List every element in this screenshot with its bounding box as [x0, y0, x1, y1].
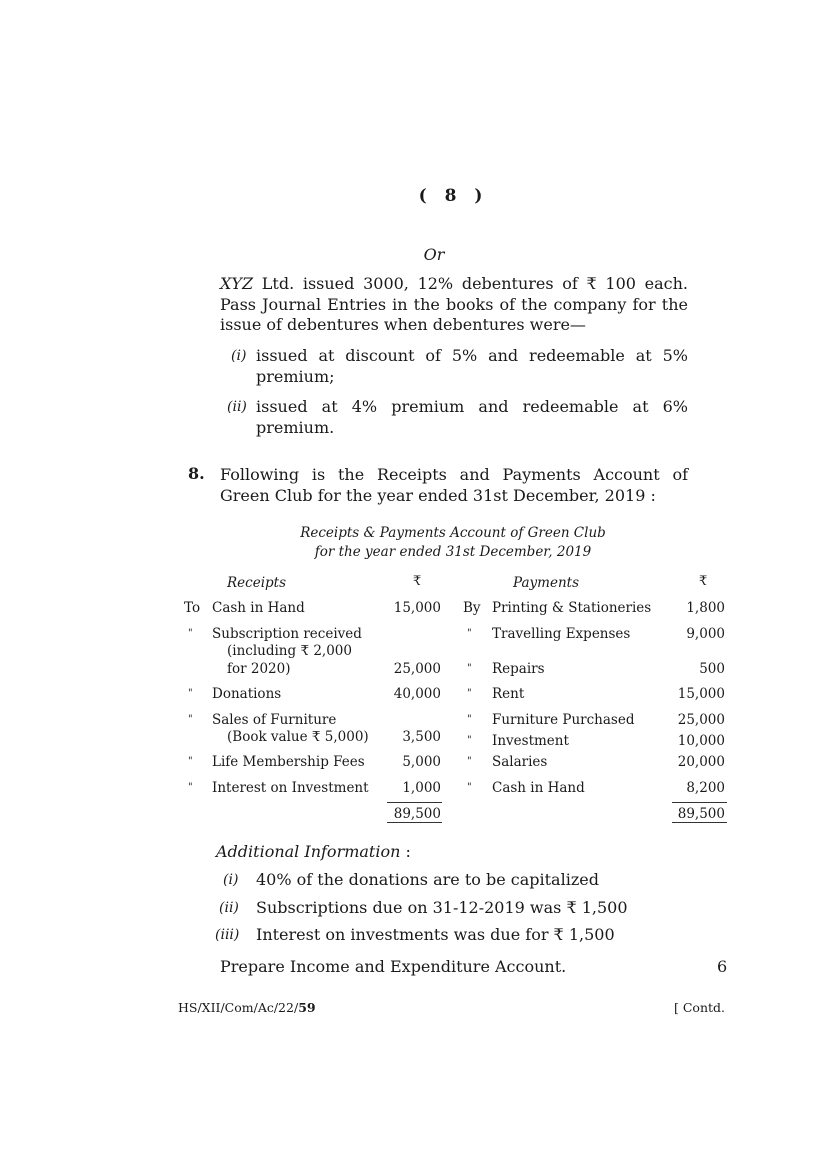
- payment-amount: 9,000: [686, 626, 725, 642]
- receipt-amount: 15,000: [393, 600, 441, 616]
- debenture-intro: Ltd. issued 3000, 12% debentures of ₹ 100 each. Pass Journal Entries in the books of the company for the issue of debentures when debentures were—: [220, 274, 688, 334]
- payments-total-rule-bottom: [672, 822, 727, 823]
- paper-code: [178, 1000, 316, 1015]
- ditto-mark: ": [188, 714, 193, 725]
- additional-info-title: Additional Information: [216, 842, 401, 861]
- receipts-total: 89,500: [393, 806, 441, 822]
- payment-label: Cash in Hand: [492, 780, 585, 796]
- ditto-mark: ": [467, 735, 472, 746]
- debenture-question-text: [220, 274, 688, 336]
- ditto-mark: ": [188, 756, 193, 767]
- receipts-currency: ₹: [413, 574, 422, 589]
- by-prefix: By: [463, 600, 481, 616]
- item-text-ii: issued at 4% premium and redeemable at 6% premium.: [256, 397, 688, 437]
- receipt-amount: 40,000: [393, 686, 441, 702]
- item-mark-ii: (ii): [227, 399, 247, 415]
- paper-code-prefix: HS/XII/Com/Ac/22/: [178, 1000, 299, 1015]
- additional-mark-ii: (ii): [219, 900, 239, 916]
- ditto-mark: ": [188, 782, 193, 793]
- item-mark-i: (i): [231, 348, 247, 364]
- payments-total: 89,500: [677, 806, 725, 822]
- receipt-label: Subscription received: [212, 626, 362, 642]
- payment-amount: 25,000: [677, 712, 725, 728]
- payment-label: Salaries: [492, 754, 548, 770]
- ditto-mark: ": [188, 628, 193, 639]
- ditto-mark: ": [467, 756, 472, 767]
- additional-mark-i: (i): [223, 872, 239, 888]
- table-caption-line-1: Receipts & Payments Account of Green Club: [300, 525, 606, 541]
- page-number: ( 8 ): [418, 186, 489, 206]
- receipts-header: Receipts: [227, 575, 287, 591]
- or-label: Or: [423, 245, 445, 264]
- receipt-amount: 3,500: [402, 729, 441, 745]
- receipts-total-rule-top: [387, 802, 442, 803]
- receipt-amount: 5,000: [402, 754, 441, 770]
- company-name: XYZ: [220, 274, 254, 293]
- payment-label: Travelling Expenses: [492, 626, 631, 642]
- ditto-mark: ": [467, 782, 472, 793]
- receipts-total-rule-bottom: [387, 822, 442, 823]
- additional-info-colon: :: [405, 842, 411, 861]
- receipt-sublabel: for 2020): [227, 661, 291, 677]
- payments-currency: ₹: [699, 574, 708, 589]
- to-prefix: To: [184, 600, 201, 616]
- receipt-label: Life Membership Fees: [212, 754, 365, 770]
- table-caption-line-2: for the year ended 31st December, 2019: [314, 544, 592, 560]
- additional-text-i: 40% of the donations are to be capitalized: [256, 870, 599, 889]
- payment-label: Investment: [492, 733, 569, 749]
- payment-amount: 20,000: [677, 754, 725, 770]
- ditto-mark: ": [467, 688, 472, 699]
- receipt-sublabel: (including ₹ 2,000: [227, 643, 352, 659]
- payment-amount: 10,000: [677, 733, 725, 749]
- payment-label: Furniture Purchased: [492, 712, 635, 728]
- receipt-amount: 1,000: [402, 780, 441, 796]
- additional-mark-iii: (iii): [215, 927, 240, 943]
- marks-value: 6: [717, 957, 728, 976]
- receipt-label: Interest on Investment: [212, 780, 369, 796]
- payments-total-rule-top: [672, 802, 727, 803]
- instruction-text: Prepare Income and Expenditure Account.: [220, 957, 567, 976]
- payment-label: Printing & Stationeries: [492, 600, 652, 616]
- payment-label: Repairs: [492, 661, 545, 677]
- receipt-label: Donations: [212, 686, 282, 702]
- receipt-sublabel: (Book value ₹ 5,000): [227, 729, 369, 745]
- ditto-mark: ": [467, 628, 472, 639]
- additional-text-ii: Subscriptions due on 31-12-2019 was ₹ 1,500: [256, 898, 628, 917]
- item-text-i: issued at discount of 5% and redeemable at 5% premium;: [256, 346, 688, 386]
- receipt-label: Sales of Furniture: [212, 712, 337, 728]
- payment-amount: 500: [699, 661, 725, 677]
- payment-amount: 1,800: [686, 600, 725, 616]
- ditto-mark: ": [467, 663, 472, 674]
- payment-amount: 15,000: [677, 686, 725, 702]
- payments-header: Payments: [513, 575, 579, 591]
- paper-code-number: 59: [298, 1000, 316, 1015]
- payment-label: Rent: [492, 686, 525, 702]
- ditto-mark: ": [188, 688, 193, 699]
- receipt-amount: 25,000: [393, 661, 441, 677]
- question-number: 8.: [188, 464, 205, 483]
- question-text: Following is the Receipts and Payments Account of Green Club for the year ended 31st December, 2019 :: [220, 465, 688, 505]
- contd-label: [ Contd.: [674, 1000, 725, 1015]
- ditto-mark: ": [467, 714, 472, 725]
- additional-text-iii: Interest on investments was due for ₹ 1,500: [256, 925, 615, 944]
- payment-amount: 8,200: [686, 780, 725, 796]
- receipt-label: Cash in Hand: [212, 600, 305, 616]
- additional-info-heading: [216, 842, 411, 861]
